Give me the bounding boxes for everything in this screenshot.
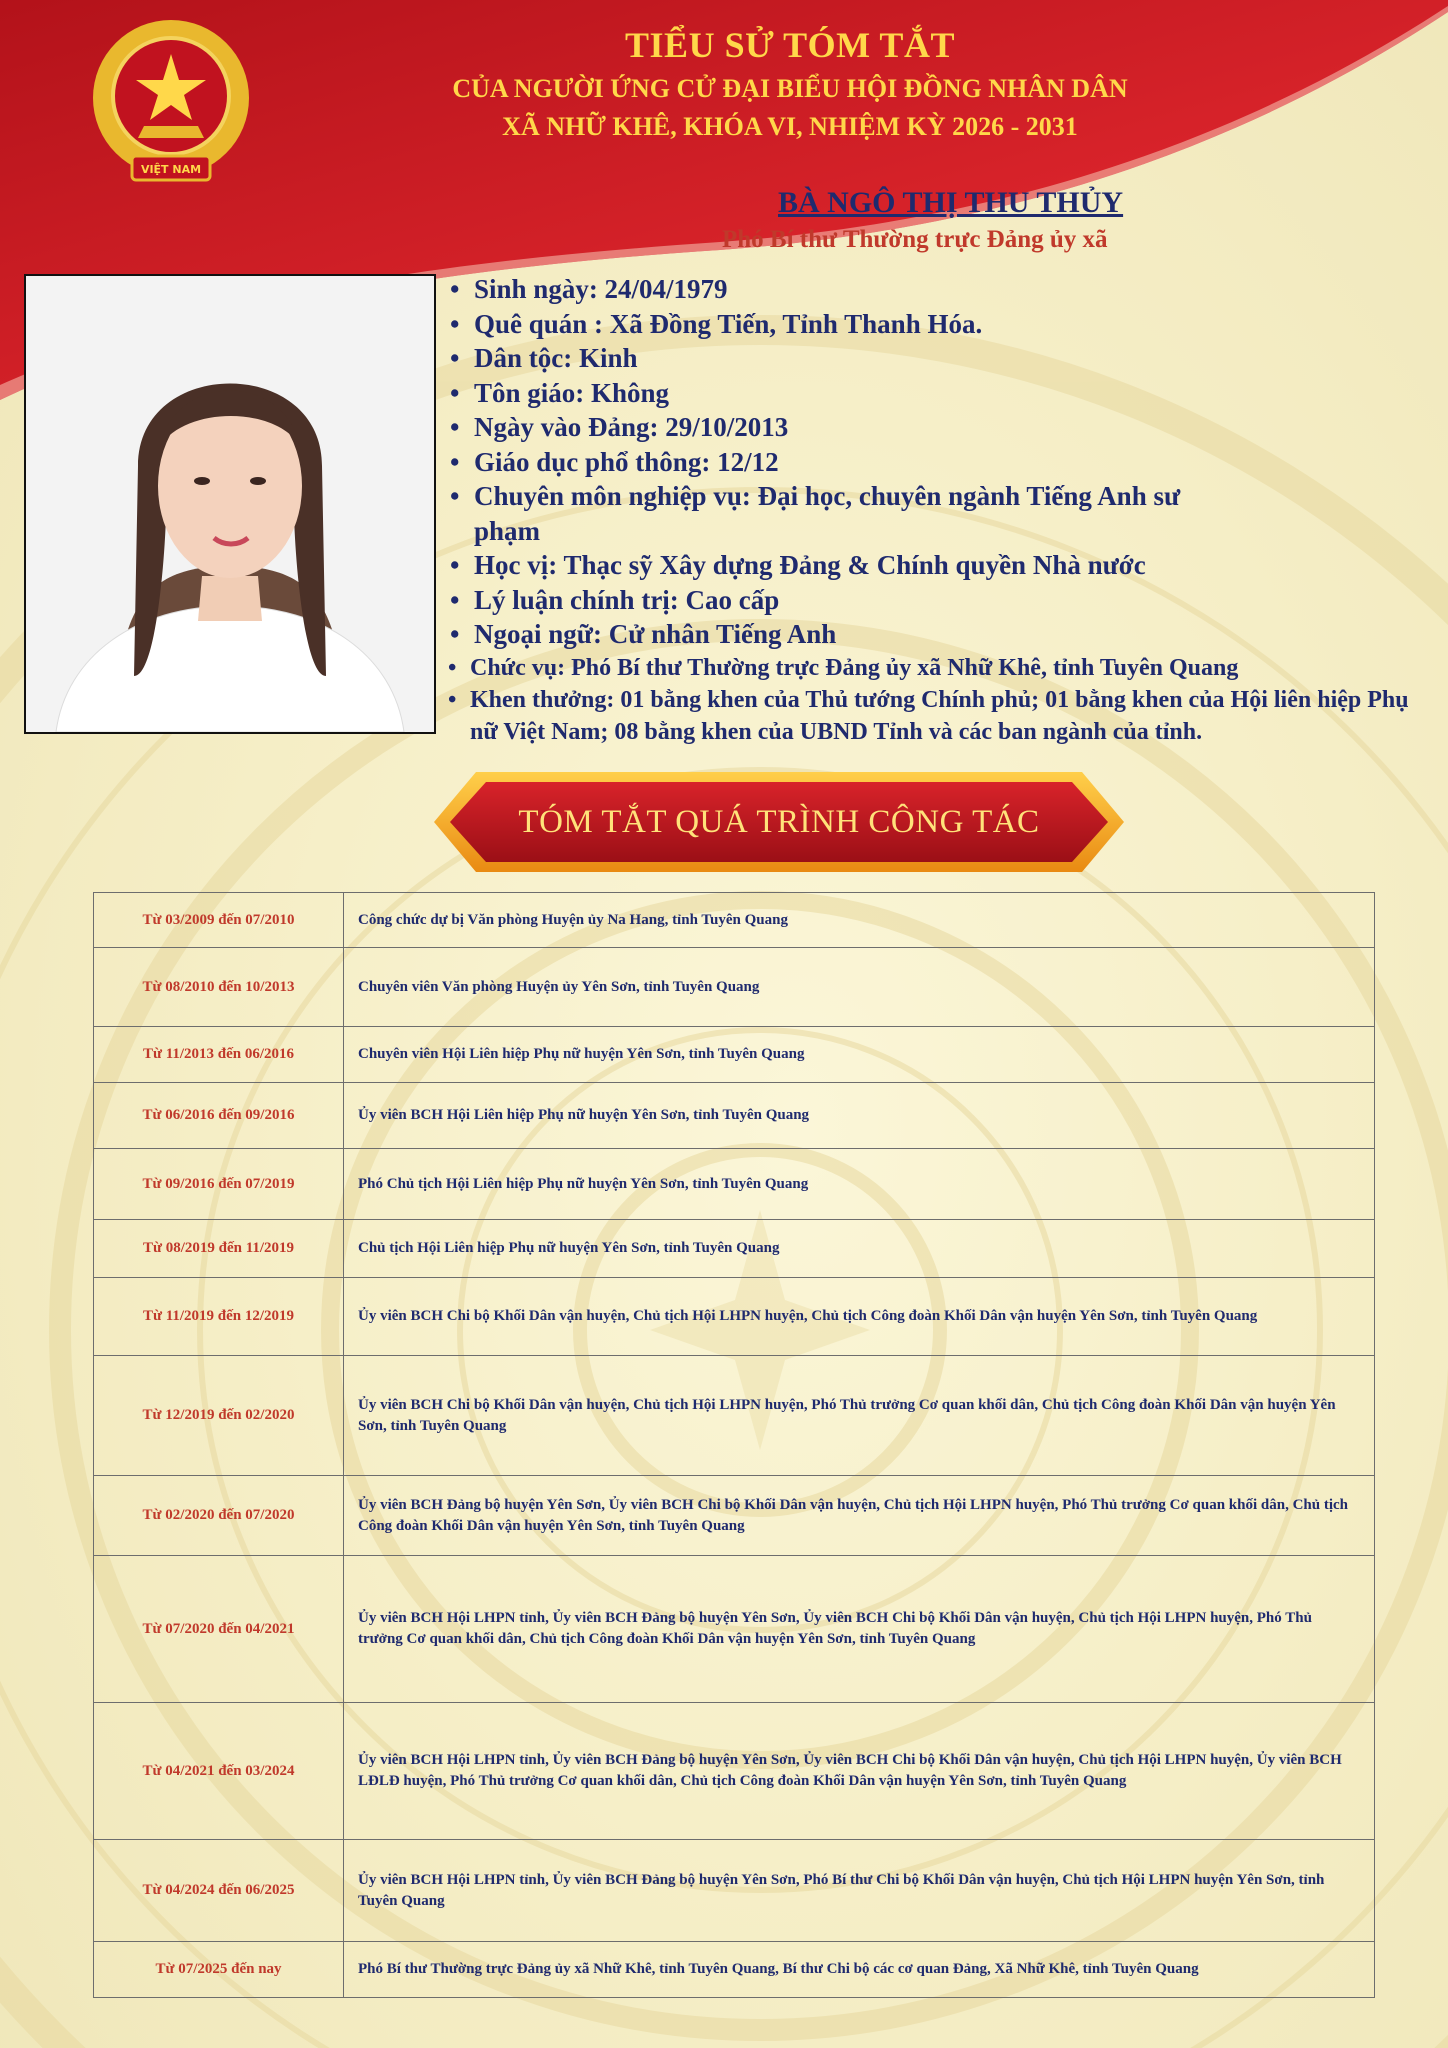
description-cell: Phó Bí thư Thường trực Đảng ủy xã Nhữ Khê, tỉnh Tuyên Quang, Bí thư Chi bộ các cơ quan Đảng, Xã Nhữ Khê, tỉnh Tuyên Quang bbox=[344, 1942, 1375, 1998]
description-cell: Ủy viên BCH Chi bộ Khối Dân vận huyện, Chủ tịch Hội LHPN huyện, Chủ tịch Công đoàn Khối Dân vận huyện Yên Sơn, tỉnh Tuyên Quang bbox=[344, 1278, 1375, 1356]
info-foreign-language: • Ngoại ngữ: Cử nhân Tiếng Anh bbox=[440, 617, 1440, 652]
description-cell: Phó Chủ tịch Hội Liên hiệp Phụ nữ huyện Yên Sơn, tỉnh Tuyên Quang bbox=[344, 1149, 1375, 1220]
info-ethnicity: • Dân tộc: Kinh bbox=[440, 341, 1440, 376]
personal-info-list bbox=[440, 272, 1440, 748]
description-cell: Ủy viên BCH Hội LHPN tỉnh, Ủy viên BCH Đảng bộ huyện Yên Sơn, Phó Bí thư Chi bộ Khối Dân vận huyện, Chủ tịch Hội LHPN huyện Yên Sơn, tỉnh Tuyên Quang bbox=[344, 1840, 1375, 1942]
period-cell: Từ 09/2016 đến 07/2019 bbox=[94, 1149, 344, 1220]
info-education: • Giáo dục phổ thông: 12/12 bbox=[440, 445, 1440, 480]
info-profession: • Chuyên môn nghiệp vụ: Đại học, chuyên ngành Tiếng Anh sư phạm bbox=[440, 479, 1214, 548]
info-awards: • Khen thưởng: 01 bằng khen của Thủ tướng Chính phủ; 01 bằng khen của Hội liên hiệp Phụ nữ Việt Nam; 08 bằng khen của UBND Tỉnh và các ban ngành của tỉnh. bbox=[440, 684, 1430, 748]
table-row bbox=[94, 1840, 1375, 1942]
info-party-date: • Ngày vào Đảng: 29/10/2013 bbox=[440, 410, 1440, 445]
candidate-role: Phó Bí thư Thường trực Đảng ủy xã bbox=[722, 226, 1108, 253]
description-cell: Chủ tịch Hội Liên hiệp Phụ nữ huyện Yên Sơn, tỉnh Tuyên Quang bbox=[344, 1220, 1375, 1278]
period-cell: Từ 07/2025 đến nay bbox=[94, 1942, 344, 1998]
table-row bbox=[94, 1149, 1375, 1220]
page-title: TIỂU SỬ TÓM TẮT bbox=[625, 25, 955, 65]
period-cell: Từ 04/2024 đến 06/2025 bbox=[94, 1840, 344, 1942]
info-hometown: • Quê quán : Xã Đồng Tiến, Tỉnh Thanh Hóa. bbox=[440, 307, 1440, 342]
table-row bbox=[94, 1476, 1375, 1556]
table-row bbox=[94, 1556, 1375, 1703]
section-title: TÓM TẮT QUÁ TRÌNH CÔNG TÁC bbox=[518, 804, 1040, 840]
description-cell: Ủy viên BCH Chi bộ Khối Dân vận huyện, Chủ tịch Hội LHPN huyện, Phó Thủ trưởng Cơ quan khối dân, Chủ tịch Công đoàn Khối Dân vận huyện Yên Sơn, tỉnh Tuyên Quang bbox=[344, 1356, 1375, 1476]
period-cell: Từ 02/2020 đến 07/2020 bbox=[94, 1476, 344, 1556]
description-cell: Ủy viên BCH Hội LHPN tỉnh, Ủy viên BCH Đảng bộ huyện Yên Sơn, Ủy viên BCH Chi bộ Khối Dân vận huyện, Chủ tịch Hội LHPN huyện, Ủy viên BCH LĐLĐ huyện, Phó Thủ trưởng Cơ quan khối dân, Chủ tịch Công đoàn Khối Dân vận huyện Yên Sơn, tỉnh Tuyên Quang bbox=[344, 1703, 1375, 1840]
period-cell: Từ 06/2016 đến 09/2016 bbox=[94, 1083, 344, 1149]
period-cell: Từ 08/2010 đến 10/2013 bbox=[94, 948, 344, 1027]
page-subtitle-2: XÃ NHỮ KHÊ, KHÓA VI, NHIỆM KỲ 2026 - 2031 bbox=[502, 112, 1078, 141]
table-row bbox=[94, 1027, 1375, 1083]
info-religion: • Tôn giáo: Không bbox=[440, 376, 1440, 411]
info-birthdate: • Sinh ngày: 24/04/1979 bbox=[440, 272, 1440, 307]
period-cell: Từ 07/2020 đến 04/2021 bbox=[94, 1556, 344, 1703]
portrait-icon bbox=[26, 276, 434, 732]
period-cell: Từ 11/2013 đến 06/2016 bbox=[94, 1027, 344, 1083]
period-cell: Từ 08/2019 đến 11/2019 bbox=[94, 1220, 344, 1278]
table-row bbox=[94, 1356, 1375, 1476]
table-row bbox=[94, 1220, 1375, 1278]
period-cell: Từ 11/2019 đến 12/2019 bbox=[94, 1278, 344, 1356]
description-cell: Ủy viên BCH Đảng bộ huyện Yên Sơn, Ủy viên BCH Chi bộ Khối Dân vận huyện, Chủ tịch Hội LHPN huyện, Phó Thủ trưởng Cơ quan khối dân, Chủ tịch Công đoàn Khối Dân vận huyện Yên Sơn, tỉnh Tuyên Quang bbox=[344, 1476, 1375, 1556]
period-cell: Từ 03/2009 đến 07/2010 bbox=[94, 893, 344, 948]
description-cell: Ủy viên BCH Hội LHPN tỉnh, Ủy viên BCH Đảng bộ huyện Yên Sơn, Ủy viên BCH Chi bộ Khối Dân vận huyện, Chủ tịch Hội LHPN huyện, Phó Thủ trưởng Cơ quan khối dân, Chủ tịch Công đoàn Khối Dân vận huyện Yên Sơn, tỉnh Tuyên Quang bbox=[344, 1556, 1375, 1703]
description-cell: Công chức dự bị Văn phòng Huyện ủy Na Hang, tỉnh Tuyên Quang bbox=[344, 893, 1375, 948]
national-emblem-icon bbox=[86, 18, 256, 190]
page-subtitle-1: CỦA NGƯỜI ỨNG CỬ ĐẠI BIỂU HỘI ĐỒNG NHÂN DÂN bbox=[452, 74, 1128, 103]
info-position: • Chức vụ: Phó Bí thư Thường trực Đảng ủy xã Nhữ Khê, tỉnh Tuyên Quang bbox=[440, 652, 1440, 684]
table-row bbox=[94, 1703, 1375, 1840]
info-degree: • Học vị: Thạc sỹ Xây dựng Đảng & Chính quyền Nhà nước bbox=[440, 548, 1440, 583]
candidate-name: BÀ NGÔ THỊ THU THỦY bbox=[778, 186, 1124, 219]
table-row bbox=[94, 948, 1375, 1027]
period-cell: Từ 12/2019 đến 02/2020 bbox=[94, 1356, 344, 1476]
table-row bbox=[94, 893, 1375, 948]
period-cell: Từ 04/2021 đến 03/2024 bbox=[94, 1703, 344, 1840]
work-history-table bbox=[93, 892, 1375, 1998]
emblem-text: VIỆT NAM bbox=[140, 163, 202, 176]
table-row bbox=[94, 1278, 1375, 1356]
table-row bbox=[94, 1942, 1375, 1998]
description-cell: Ủy viên BCH Hội Liên hiệp Phụ nữ huyện Yên Sơn, tỉnh Tuyên Quang bbox=[344, 1083, 1375, 1149]
description-cell: Chuyên viên Hội Liên hiệp Phụ nữ huyện Yên Sơn, tỉnh Tuyên Quang bbox=[344, 1027, 1375, 1083]
table-row bbox=[94, 1083, 1375, 1149]
description-cell: Chuyên viên Văn phòng Huyện ủy Yên Sơn, tỉnh Tuyên Quang bbox=[344, 948, 1375, 1027]
portrait-photo bbox=[24, 274, 436, 734]
info-political-theory: • Lý luận chính trị: Cao cấp bbox=[440, 583, 1440, 618]
